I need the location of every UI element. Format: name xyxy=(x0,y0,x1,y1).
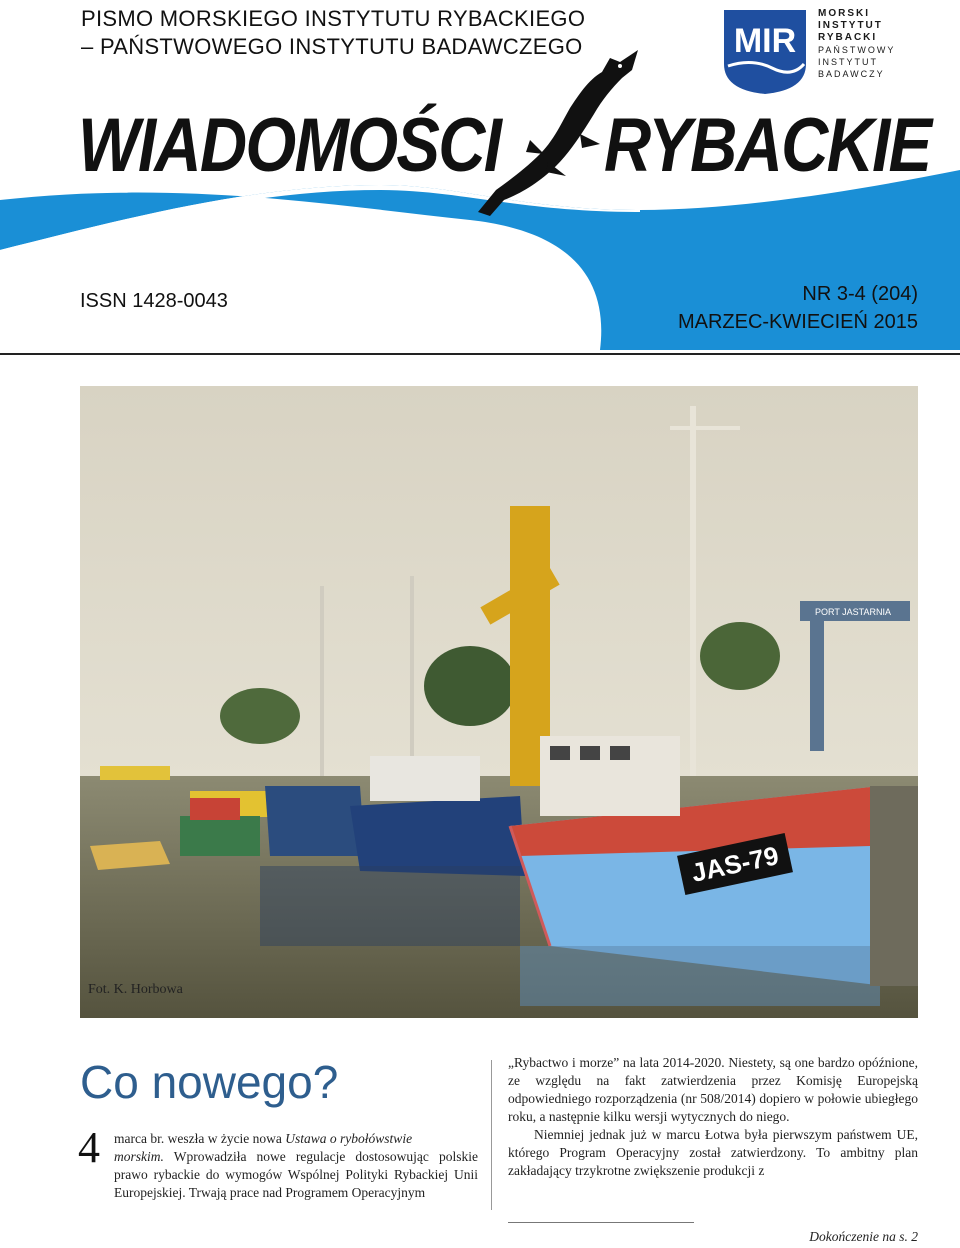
logo-word-3: RYBACKI xyxy=(818,32,878,43)
section-heading: Co nowego? xyxy=(80,1056,339,1108)
column-1-body xyxy=(80,1148,478,1202)
article-column-2 xyxy=(508,1054,918,1180)
logo-word-4: PAŃSTWOWY xyxy=(818,45,896,55)
logo-wordmark xyxy=(818,8,895,80)
column-divider xyxy=(491,1060,492,1210)
svg-text:MIR: MIR xyxy=(733,22,797,60)
title-part-2: RYBACKIE xyxy=(604,103,931,188)
issn: ISSN 1428-0043 xyxy=(80,290,228,312)
logo-word-6: BADAWCZY xyxy=(818,69,885,79)
logo-word-1: MORSKI xyxy=(818,8,870,19)
lead-text: marca br. weszła w życie nowa xyxy=(114,1131,286,1146)
footnote-rule xyxy=(508,1222,694,1223)
masthead-rule xyxy=(0,353,960,355)
fish-illustration xyxy=(470,44,650,224)
article-column-1 xyxy=(80,1130,478,1202)
issue-number: NR 3-4 (204) xyxy=(802,283,918,305)
publisher-line-1: PISMO MORSKIEGO INSTYTUTU RYBACKIEGO xyxy=(81,6,586,31)
photo-credit: Fot. K. Horbowa xyxy=(88,982,183,997)
cover-photo xyxy=(80,386,918,1018)
column-1-first-line xyxy=(80,1130,478,1148)
title-part-1: WIADOMOŚCI xyxy=(78,103,501,188)
dropcap: 4 xyxy=(78,1123,100,1172)
law-title-end: morskim. xyxy=(114,1149,164,1164)
lead-rest-text: Wprowadziła nowe regulacje dostosowując polskie prawo rybackie do wymogów Wspólnej Polityki Rybackiej Unii Europejskiej. Trwają prace nad Programem Operacyjnym xyxy=(114,1149,478,1200)
continued-link[interactable]: Dokończenie na s. 2 xyxy=(809,1229,918,1244)
column-2-paragraph-1: „Rybactwo i morze” na lata 2014-2020. Niestety, są one bardzo opóźnione, ze względu na fakt zatwierdzenia przez Komisję Europejską odpowiedniego rozporządzenia (nr 508/2014) dopiero w połowie ubiegłego roku, a następnie kilku wersji wytycznych do niego. xyxy=(508,1055,918,1124)
logo-word-5: INSTYTUT xyxy=(818,57,878,67)
logo-word-2: INSTYTUT xyxy=(818,20,883,31)
boat-registration: JAS-79 xyxy=(688,840,782,888)
publisher-line-2: – PAŃSTWOWEGO INSTYTUTU BADAWCZEGO xyxy=(81,34,583,59)
crane-sign: PORT JASTARNIA xyxy=(815,607,892,617)
law-title: Ustawa o rybołówstwie xyxy=(285,1131,413,1146)
column-2-paragraph-2: Niemniej jednak już w marcu Łotwa była pierwszym państwem UE, którego Program Operacyjny został zatwierdzony. To ambitny plan zakładający trzykrotne zwiększenie produkcji z xyxy=(508,1127,918,1178)
issue-date: MARZEC-KWIECIEŃ 2015 xyxy=(677,311,918,333)
